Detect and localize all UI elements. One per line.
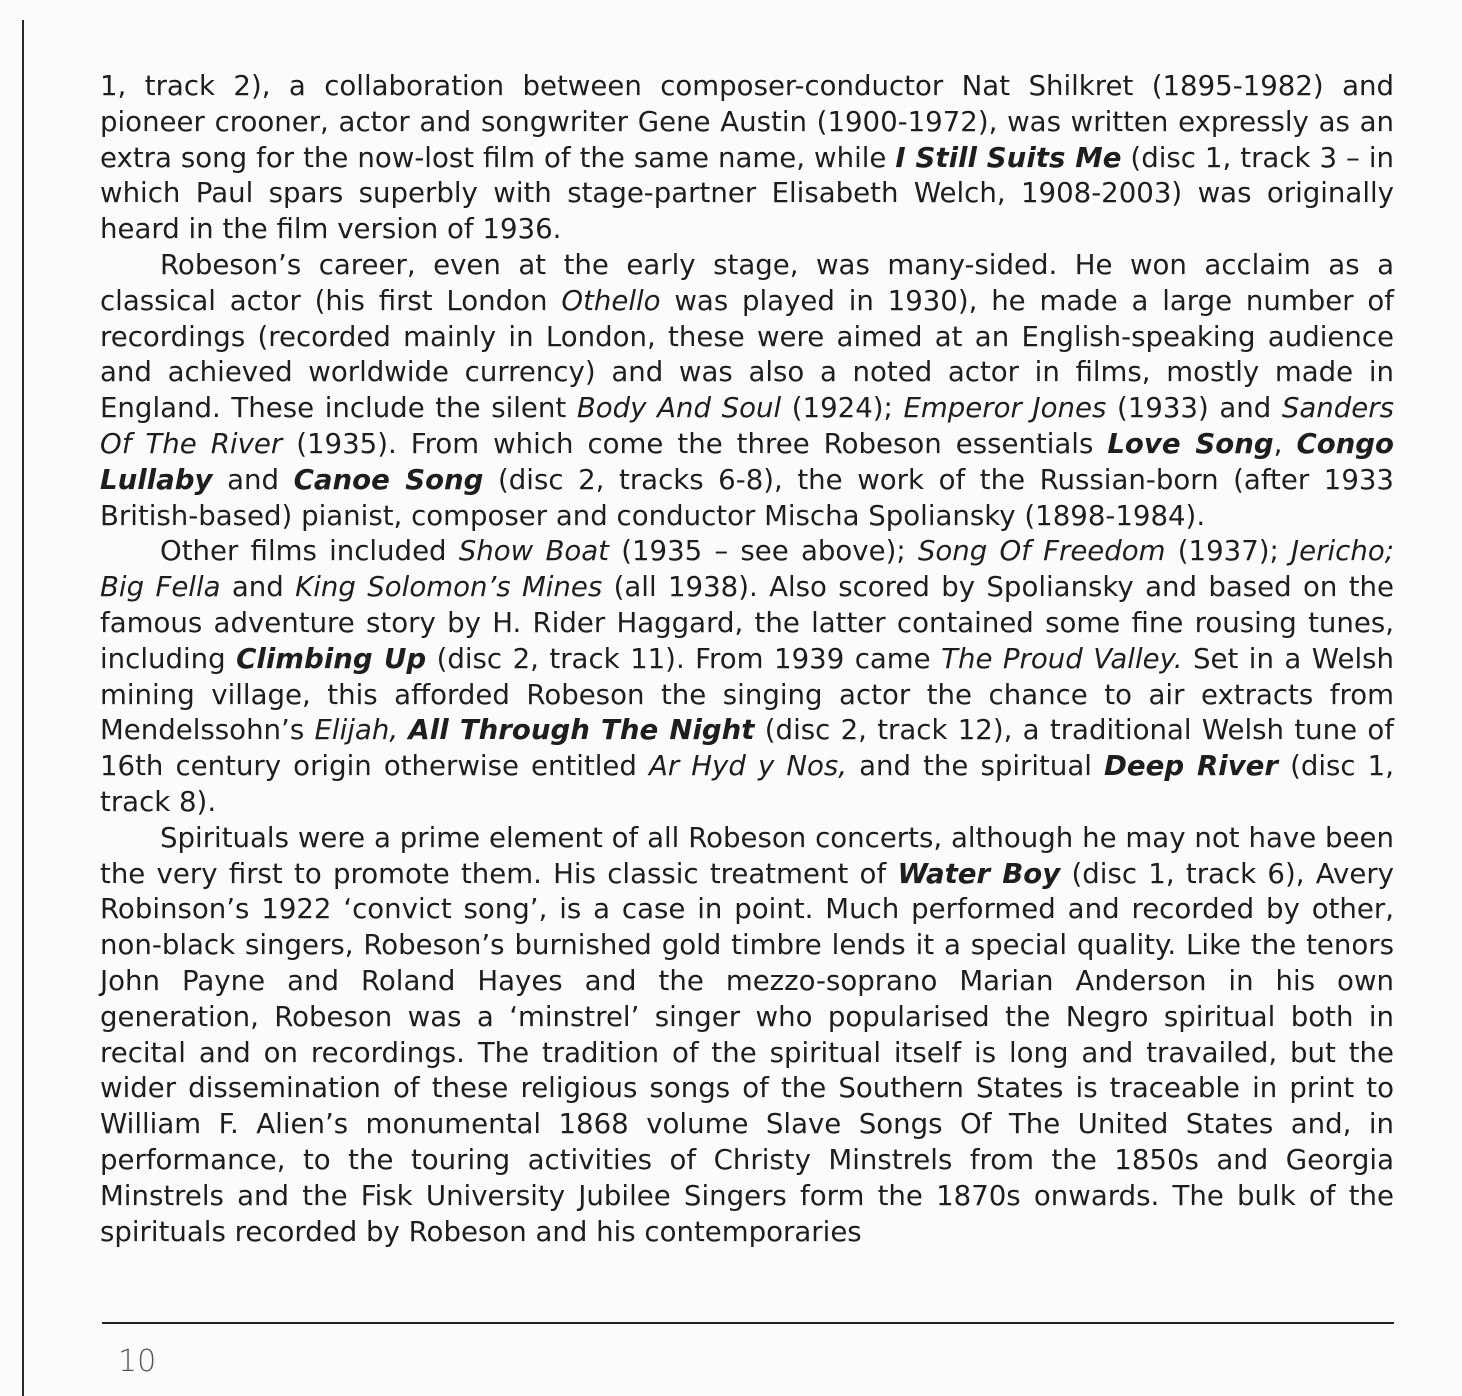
text-segment: Robeson’s career, even at the early stage, was many-sided. He won acclaim as a classical actor (his first London [100, 247, 1394, 317]
work-title-elijah: Elijah, [314, 713, 399, 747]
song-title-love-song: Love Song [1107, 426, 1274, 460]
paragraph-2 [100, 247, 1394, 533]
song-title-deep-river: Deep River [1104, 749, 1279, 783]
text-segment: (1933) and [1106, 391, 1282, 425]
text-segment: (1937); [1165, 534, 1292, 568]
text-segment: (disc 2, track 12), a traditional Welsh tune of 16th century origin otherwise entitled [100, 713, 1395, 783]
body-text [100, 68, 1394, 1249]
text-segment: was played in 1930), he made a large number of recordings (recorded mainly in London, these were aimed at an English-speaking audience and achieved worldwide currency) and was also a noted actor in films, mostly made in England. These include the silent [100, 283, 1394, 425]
film-title-song-of-freedom: Song Of Freedom [917, 534, 1166, 568]
text-segment: (disc 1, track 6), Avery Robinson’s 1922 ‘convict song’, is a case in point. Much performed and recorded by other, non-black singers, Robeson’s burnished gold timbre lends it a special quality. Like the tenors John Payne and Roland Hayes and the mezzo-soprano Marian Anderson in his own generation, Robeson was a ‘minstrel’ singer who popularised the Negro spiritual both in recital and on recordings. The tradition of the spiritual itself is long and travailed, but the wider dissemination of these religious songs of the Southern States is traceable in print to William F. Alien’s monumental 1868 volume Slave Songs Of The United States and, in performance, to the touring activities of Christy Minstrels from the 1850s and Georgia Minstrels and the Fisk University Jubilee Singers form the 1870s onwards. The bulk of the spirituals recorded by Robeson and his contemporaries [100, 856, 1394, 1248]
page-left-edge [22, 20, 24, 1396]
song-title-i-still-suits-me: I Still Suits Me [895, 140, 1122, 174]
text-segment: 1, track 2), a collaboration between composer-conductor Nat Shilkret (1895-1982) and pioneer crooner, actor and songwriter Gene Austin (1900-1972), was written expressly as an extra song for the now-lost film of the same name, while [100, 69, 1394, 174]
paragraph-3 [100, 533, 1394, 819]
text-segment: (all 1938). Also scored by Spoliansky and based on the famous adventure story by H. Rider Haggard, the latter contained some fine rousing tunes, including [100, 570, 1394, 675]
text-segment: (disc 1, track 3 – in which Paul spars superbly with stage-partner Elisabeth Welch, 1908-2003) was originally heard in the film version of 1936. [100, 140, 1395, 246]
film-title-body-and-soul: Body And Soul [576, 391, 782, 425]
song-title-water-boy: Water Boy [897, 856, 1061, 890]
film-title-king-solomons-mines: King Solomon’s Mines [295, 570, 603, 604]
text-segment: , [1273, 426, 1297, 460]
page-number: 10 [118, 1344, 157, 1379]
text-segment [398, 713, 408, 746]
song-title-ar-hyd-y-nos: Ar Hyd y Nos, [649, 749, 848, 783]
text-segment: (1935 – see above); [609, 534, 918, 568]
text-segment: Other films included [160, 534, 459, 568]
song-title-congo-lullaby: Congo Lullaby [100, 426, 1394, 496]
text-segment: and [220, 570, 296, 604]
film-title-show-boat: Show Boat [458, 534, 609, 568]
text-segment: (1935). From which come the three Robeson essentials [282, 426, 1108, 460]
text-segment: and [212, 462, 294, 496]
film-title-the-proud-valley: The Proud Valley. [941, 641, 1183, 675]
text-segment: (disc 2, tracks 6-8), the work of the Russian-born (after 1933 British-based) pianist, composer and conductor Mischa Spoliansky (1898-1984). [100, 462, 1394, 532]
film-title-jericho-big-fella: Jericho; Big Fella [100, 534, 1394, 604]
paragraph-4 [100, 820, 1394, 1250]
song-title-climbing-up: Climbing Up [236, 641, 427, 675]
text-segment: (disc 1, track 8). [100, 749, 1394, 818]
film-title-sanders-of-the-river: Sanders Of The River [100, 391, 1395, 460]
film-title-emperor-jones: Emperor Jones [903, 391, 1107, 425]
text-segment: Spirituals were a prime element of all Robeson concerts, although he may not have been the very first to promote them. His classic treatment of [100, 820, 1394, 890]
song-title-canoe-song: Canoe Song [293, 462, 484, 496]
film-title-othello: Othello [561, 283, 661, 317]
text-segment: and the spiritual [847, 749, 1104, 783]
paragraph-1 [100, 68, 1394, 247]
footer-rule [102, 1322, 1394, 1324]
text-segment: Set in a Welsh mining village, this afforded Robeson the singing actor the chance to air extracts from Mendelssohn’s [100, 641, 1394, 747]
text-segment: (disc 2, track 11). From 1939 came [426, 641, 942, 675]
song-title-all-through-the-night: All Through The Night [408, 713, 755, 747]
text-segment: (1924); [781, 391, 904, 425]
